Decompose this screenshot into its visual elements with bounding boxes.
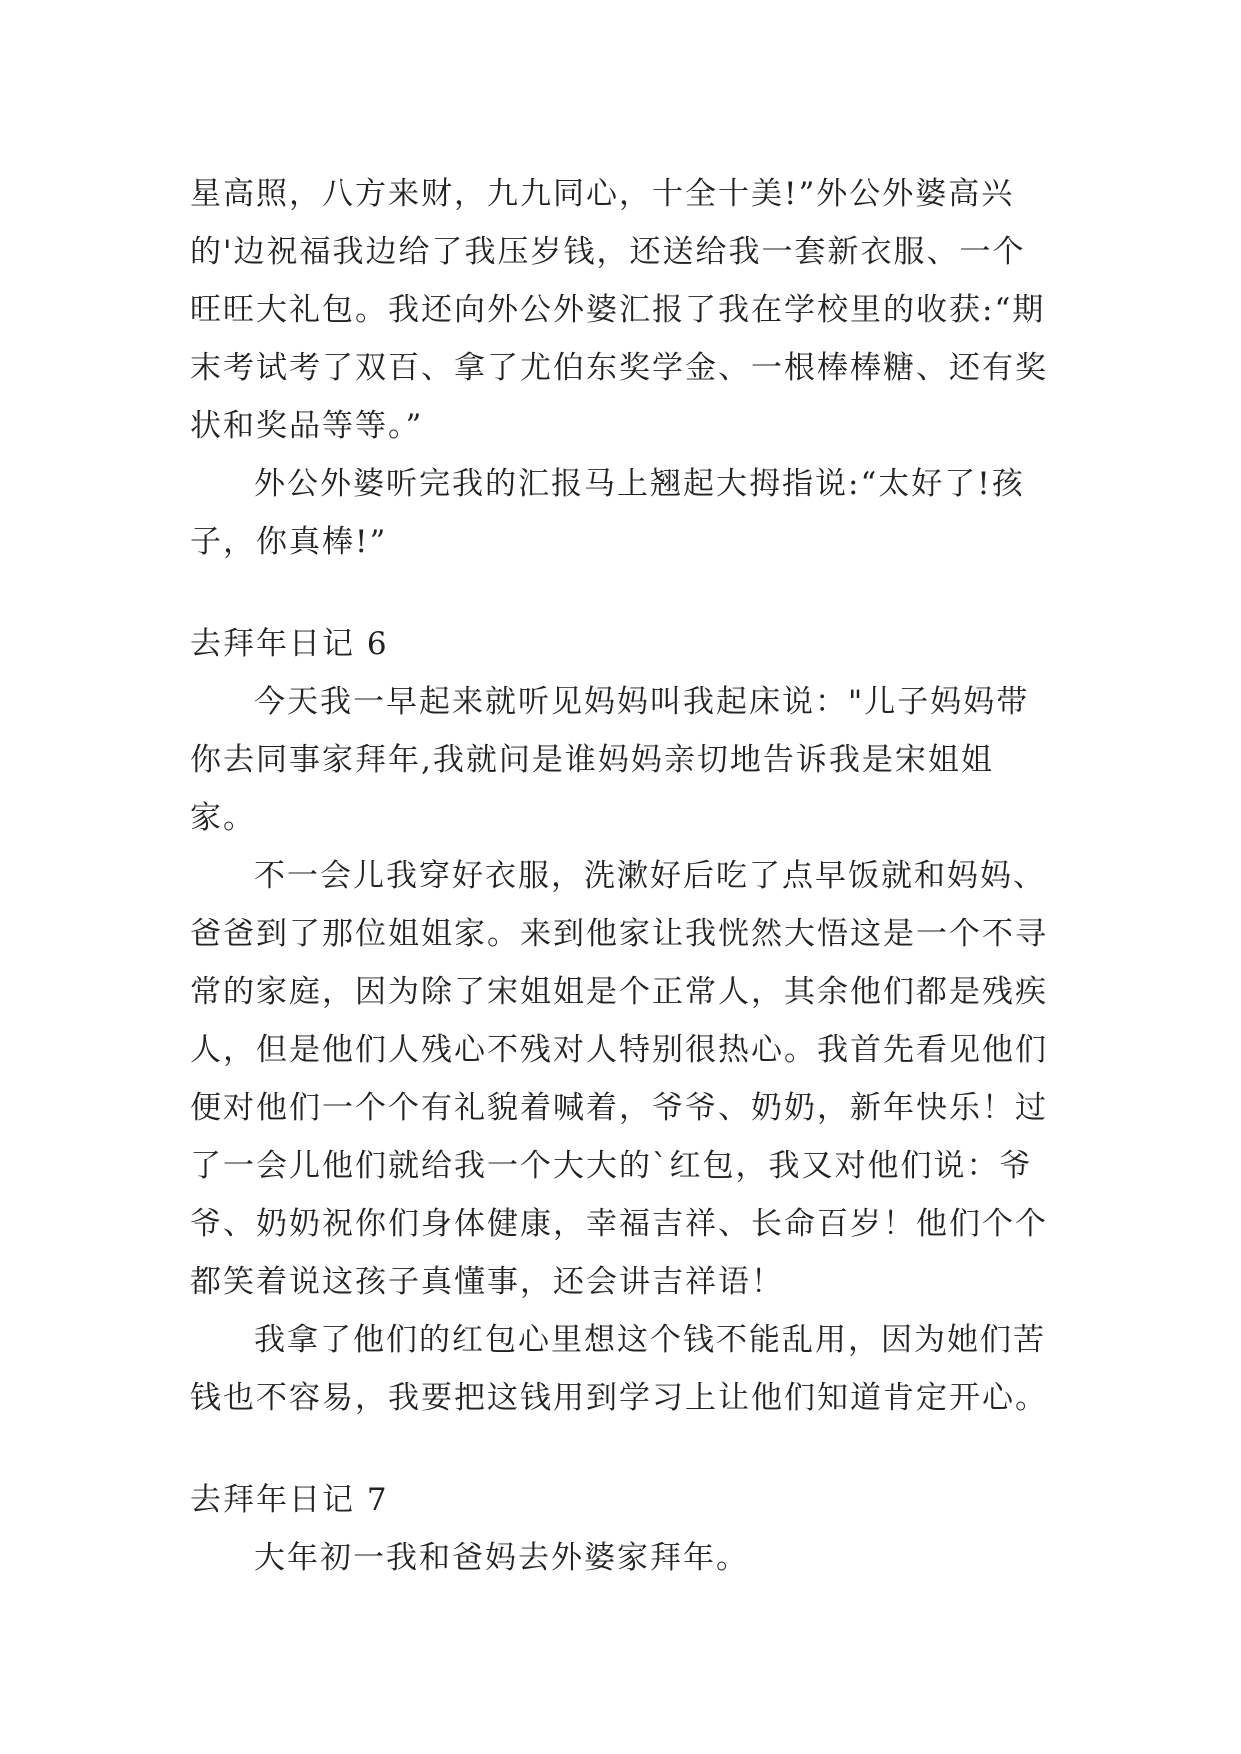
- document-body: [190, 165, 1050, 1587]
- paragraph: 不一会儿我穿好衣服，洗漱好后吃了点早饭就和妈妈、爸爸到了那位姐姐家。来到他家让我恍然大悟这是一个不寻常的家庭，因为除了宋姐姐是个正常人，其余他们都是残疾人，但是他们人残心不残对人特别很热心。我首先看见他们便对他们一个个有礼貌着喊着，爷爷、奶奶，新年快乐！过了一会儿他们就给我一个大大的`红包，我又对他们说：爷爷、奶奶祝你们身体健康，幸福吉祥、长命百岁！他们个个都笑着说这孩子真懂事，还会讲吉祥语！: [190, 858, 1048, 1300]
- paragraph: 今天我一早起来就听见妈妈叫我起床说："儿子妈妈带你去同事家拜年,我就问是谁妈妈亲切地告诉我是宋姐姐家。: [190, 684, 1030, 836]
- section-heading: 去拜年日记 7: [190, 1482, 389, 1518]
- section-heading: 去拜年日记 6: [190, 626, 389, 662]
- paragraph-continued: 星高照，八方来财，九九同心，十全十美!”外公外婆高兴的'边祝福我边给了我压岁钱，还送给我一套新衣服、一个旺旺大礼包。我还向外公外婆汇报了我在学校里的收获:“期末考试考了双百、拿了尤伯东奖学金、一根棒棒糖、还有奖状和奖品等等。”: [190, 176, 1048, 444]
- paragraph: 我拿了他们的红包心里想这个钱不能乱用，因为她们苦钱也不容易，我要把这钱用到学习上让他们知道肯定开心。: [190, 1322, 1048, 1416]
- paragraph: 外公外婆听完我的汇报马上翘起大拇指说:“太好了!孩子，你真棒!”: [190, 466, 1025, 560]
- paragraph: 大年初一我和爸妈去外婆家拜年。: [254, 1540, 749, 1576]
